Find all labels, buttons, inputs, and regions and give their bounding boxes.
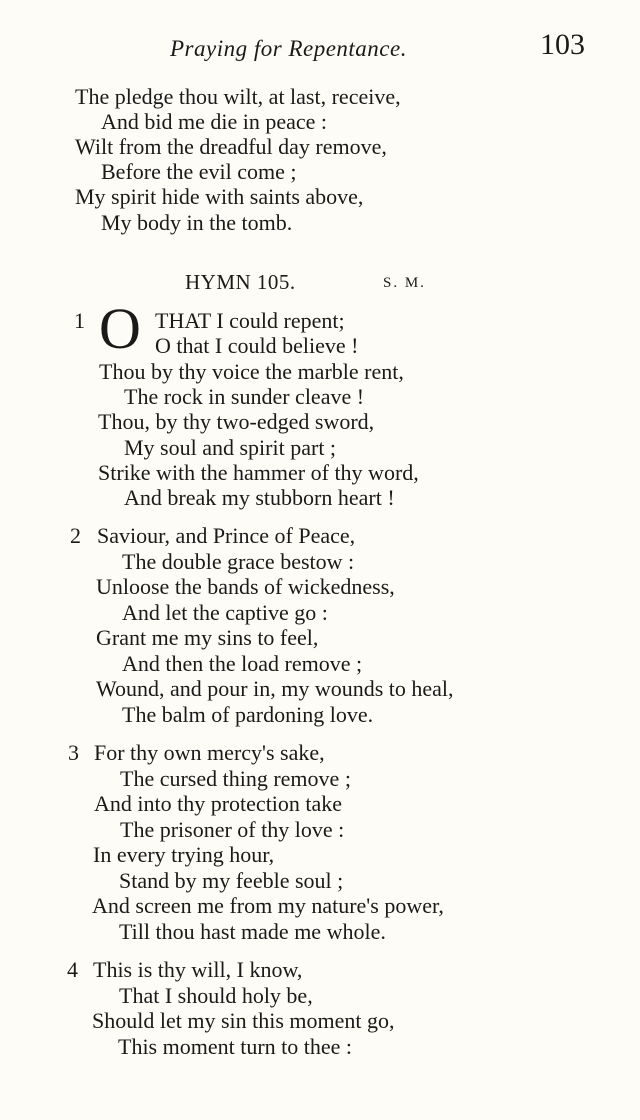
verse-line: Wilt from the dreadful day remove, <box>75 134 387 159</box>
verse-line: For thy own mercy's sake, <box>94 740 325 765</box>
verse-line: My body in the tomb. <box>101 210 293 235</box>
stanza-number: 2 <box>70 523 81 548</box>
verse-line: Grant me my sins to feel, <box>96 625 319 650</box>
verse-line: Should let my sin this moment go, <box>92 1008 395 1033</box>
verse-line: Strike with the hammer of thy word, <box>98 460 419 485</box>
verse-line: Saviour, and Prince of Peace, <box>97 523 356 548</box>
verse-line: The pledge thou wilt, at last, receive, <box>75 84 401 109</box>
verse-line: My spirit hide with saints above, <box>75 184 364 209</box>
verse-line: And into thy protection take <box>94 791 343 816</box>
drop-cap: O <box>99 296 141 361</box>
stanza-number: 3 <box>68 740 79 765</box>
verse-line: And let the captive go : <box>122 600 328 625</box>
verse-line: Till thou hast made me whole. <box>119 919 386 944</box>
verse-line: The cursed thing remove ; <box>120 766 351 791</box>
verse-line: That I should holy be, <box>119 983 313 1008</box>
verse-line: Wound, and pour in, my wounds to heal, <box>96 676 454 701</box>
verse-line: In every trying hour, <box>93 842 275 867</box>
verse-line: Stand by my feeble soul ; <box>119 868 344 893</box>
verse-line: THAT I could repent; <box>155 308 345 333</box>
verse-line: The balm of pardoning love. <box>122 702 374 727</box>
verse-line: And screen me from my nature's power, <box>92 893 444 918</box>
verse-line: And bid me die in peace : <box>101 109 328 134</box>
stanza-number: 4 <box>67 957 78 982</box>
verse-line: The prisoner of thy love : <box>120 817 345 842</box>
verse-line: And break my stubborn heart ! <box>124 485 395 510</box>
verse-line: O that I could believe ! <box>155 333 359 358</box>
hymn-meter: S. M. <box>383 275 426 291</box>
verse-line: This moment turn to thee : <box>118 1034 353 1059</box>
verse-line: Before the evil come ; <box>101 159 297 184</box>
running-title: Praying for Repentance. <box>170 36 407 61</box>
page-number: 103 <box>540 28 585 61</box>
hymn-title: HYMN 105. <box>185 270 296 294</box>
verse-line: This is thy will, I know, <box>93 957 303 982</box>
verse-line: The double grace bestow : <box>122 549 355 574</box>
verse-line: And then the load remove ; <box>122 651 363 676</box>
verse-line: Thou by thy voice the marble rent, <box>99 359 404 384</box>
verse-line: My soul and spirit part ; <box>124 435 337 460</box>
verse-line: Unloose the bands of wickedness, <box>96 574 395 599</box>
stanza-number: 1 <box>74 308 85 333</box>
verse-line: The rock in sunder cleave ! <box>124 384 365 409</box>
verse-line: Thou, by thy two-edged sword, <box>98 409 375 434</box>
